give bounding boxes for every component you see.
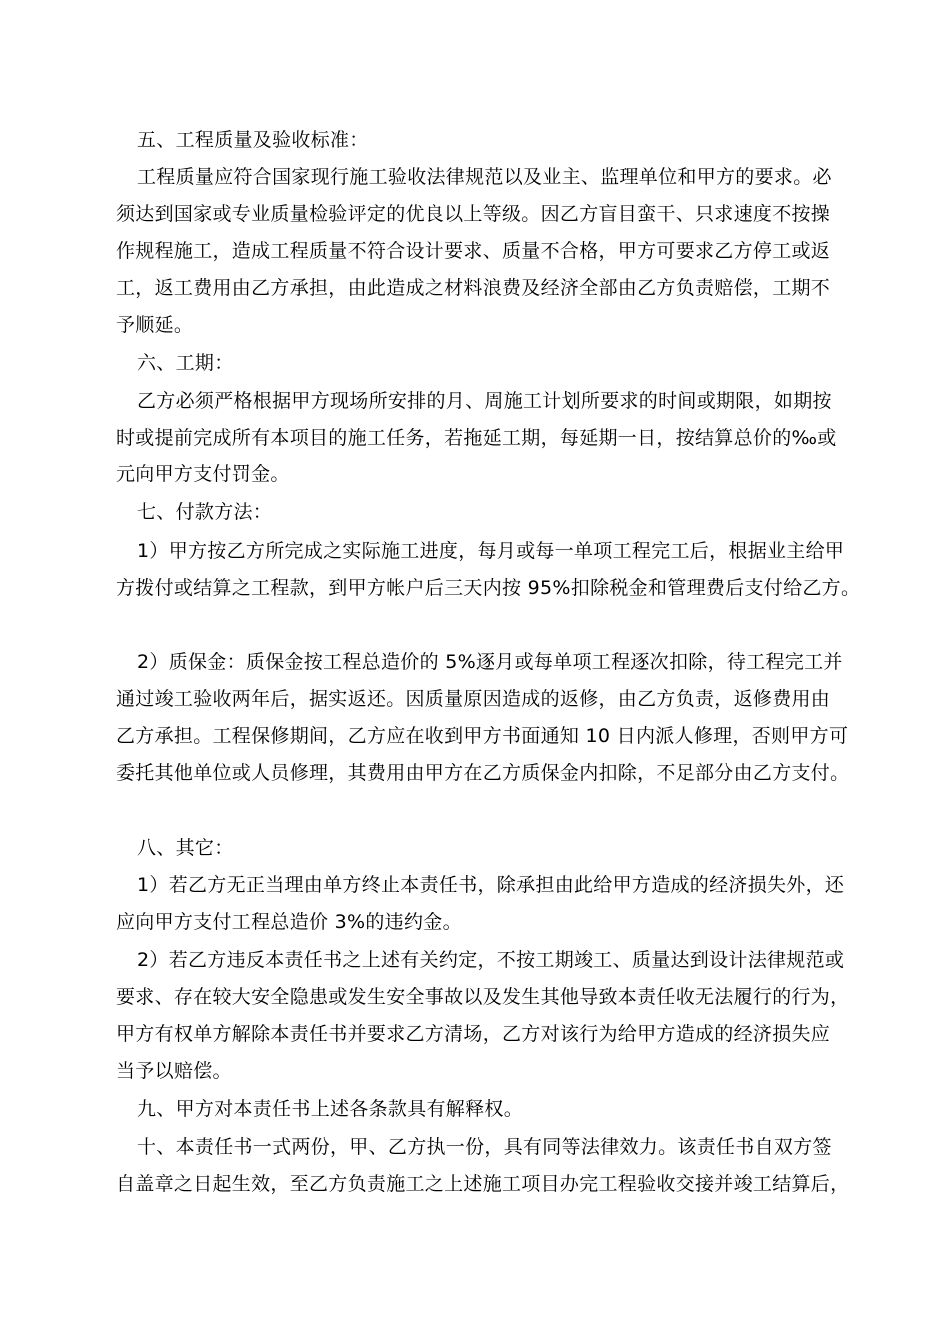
- section-heading-interpretation: 九、甲方对本责任书上述各条款具有解释权。: [137, 1098, 524, 1120]
- paragraph-line: 自盖章之日起生效，至乙方负责施工之上述施工项目办完工程验收交接并竣工结算后，: [116, 1173, 850, 1195]
- paragraph-line: 予顺延。: [116, 314, 194, 336]
- section-heading-validity: 十、本责任书一式两份，甲、乙方执一份，具有同等法律效力。该责任书自双方签: [137, 1136, 832, 1158]
- paragraph-line: 工程质量应符合国家现行施工验收法律规范以及业主、监理单位和甲方的要求。必: [137, 166, 832, 188]
- paragraph-line: 乙方承担。工程保修期间，乙方应在收到甲方书面通知 10 日内派人修理，否则甲方可: [116, 725, 849, 747]
- paragraph-line: 方拨付或结算之工程款，到甲方帐户后三天内按 95%扣除税金和管理费后支付给乙方。: [116, 577, 861, 599]
- section-heading-payment: 七、付款方法：: [137, 501, 273, 523]
- paragraph-line: 2）若乙方违反本责任书之上述有关约定，不按工期竣工、质量达到设计法律规范或: [137, 949, 845, 971]
- paragraph-line: 乙方必须严格根据甲方现场所安排的月、周施工计划所要求的时间或期限，如期按: [137, 390, 832, 412]
- paragraph-line: 通过竣工验收两年后，据实返还。因质量原因造成的返修，由乙方负责，返修费用由: [116, 688, 831, 710]
- section-heading-other: 八、其它：: [137, 837, 234, 859]
- paragraph-line: 要求、存在较大安全隐患或发生安全事故以及发生其他导致本责任收无法履行的行为，: [116, 986, 850, 1008]
- section-heading-quality: 五、工程质量及验收标准：: [137, 129, 369, 151]
- paragraph-line: 甲方有权单方解除本责任书并要求乙方清场，乙方对该行为给甲方造成的经济损失应: [116, 1023, 831, 1045]
- paragraph-line: 2）质保金：质保金按工程总造价的 5%逐月或每单项工程逐次扣除，待工程完工并: [137, 651, 843, 673]
- paragraph-line: 1）甲方按乙方所完成之实际施工进度，每月或每一单项工程完工后，根据业主给甲: [137, 540, 845, 562]
- paragraph-line: 应向甲方支付工程总造价 3%的违约金。: [116, 911, 462, 933]
- section-heading-schedule: 六、工期：: [137, 352, 234, 374]
- paragraph-line: 委托其他单位或人员修理，其费用由甲方在乙方质保金内扣除，不足部分由乙方支付。: [116, 762, 850, 784]
- paragraph-line: 工，返工费用由乙方承担，由此造成之材料浪费及经济全部由乙方负责赔偿，工期不: [116, 277, 831, 299]
- paragraph-line: 1）若乙方无正当理由单方终止本责任书，除承担由此给甲方造成的经济损失外，还: [137, 874, 845, 896]
- paragraph-line: 作规程施工，造成工程质量不符合设计要求、质量不合格，甲方可要求乙方停工或返: [116, 240, 831, 262]
- paragraph-line: 时或提前完成所有本项目的施工任务，若拖延工期，每延期一日，按结算总价的‰或: [116, 427, 837, 449]
- paragraph-line: 元向甲方支付罚金。: [116, 463, 290, 485]
- paragraph-line: 须达到国家或专业质量检验评定的优良以上等级。因乙方盲目蛮干、只求速度不按操: [116, 203, 831, 225]
- paragraph-line: 当予以赔偿。: [116, 1060, 232, 1082]
